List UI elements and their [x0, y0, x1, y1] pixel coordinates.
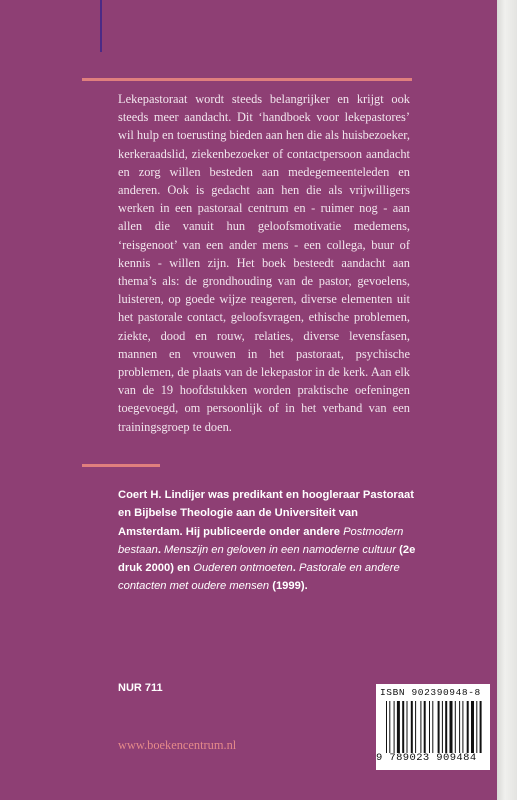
mid-accent-rule — [82, 464, 160, 467]
publisher-url: www.boekencentrum.nl — [118, 738, 237, 752]
isbn-text: ISBN 902390948-8 — [380, 687, 481, 698]
bio-book-title: Pastorale en andere contacten met oudere mensen — [118, 562, 400, 593]
book-description: Lekepastoraat wordt steeds belangrijker en krijgt ook steeds meer aandacht. Dit ‘handboek voor lekepastores’ wil hulp en toerusting bieden aan hen die als huisbezoeker, kerkeraadslid, ziekenbezoeker of contactpersoon aandacht en zorg willen besteden aan medegemeenteleden en anderen. Ook is gedacht aan hen die als vrijwilligers werken in een pastoraal centrum en - ruimer nog - aan allen die vanuit hun geloofsmotivatie medemens, ‘reisgenoot’ van een ander mens - een collega, buur of kennis - willen zijn. Het boek besteedt aandacht aan thema’s als: de grondhouding van de pastor, gevoelens, luisteren, op goede wijze reageren, diverse elementen uit het pastorale contact, geloofsvragen, ethische problemen, ziekte, dood en rouw, relaties, diverse levensfasen, mannen en vrouwen in het pastoraat, psychische problemen, de plaats van de lekepastor in de kerk. Aan elk van de 19 hoofdstukken worden praktische oefeningen toegevoegd, om persoonlijk of in het verband van een trainingsgroep te doen. — [118, 92, 410, 434]
barcode-bars — [386, 701, 482, 753]
bio-book-title: Postmodern bestaan — [118, 525, 404, 556]
bio-book-title: Menszijn en geloven in een namoderne cultuur — [164, 543, 397, 556]
bio-separator: . — [292, 562, 299, 575]
bio-intro: Coert H. Lindijer was predikant en hoogleraar Pastoraat en Bijbelse Theologie aan de Universiteit van Amsterdam. Hij publiceerde onder andere — [118, 489, 414, 538]
barcode — [376, 684, 490, 770]
nur-code: NUR 711 — [118, 682, 163, 694]
spine-line — [100, 0, 102, 52]
page-edge — [497, 0, 517, 800]
ean-text: 9 789023 909484 — [376, 752, 477, 764]
bio-edition: (2e druk 2000) en — [118, 543, 416, 575]
bio-book-title: Ouderen ontmoeten — [193, 562, 293, 575]
bio-separator: . — [157, 543, 165, 556]
bio-year: (1999). — [269, 580, 308, 593]
author-bio — [118, 486, 418, 596]
top-accent-rule — [82, 78, 412, 81]
